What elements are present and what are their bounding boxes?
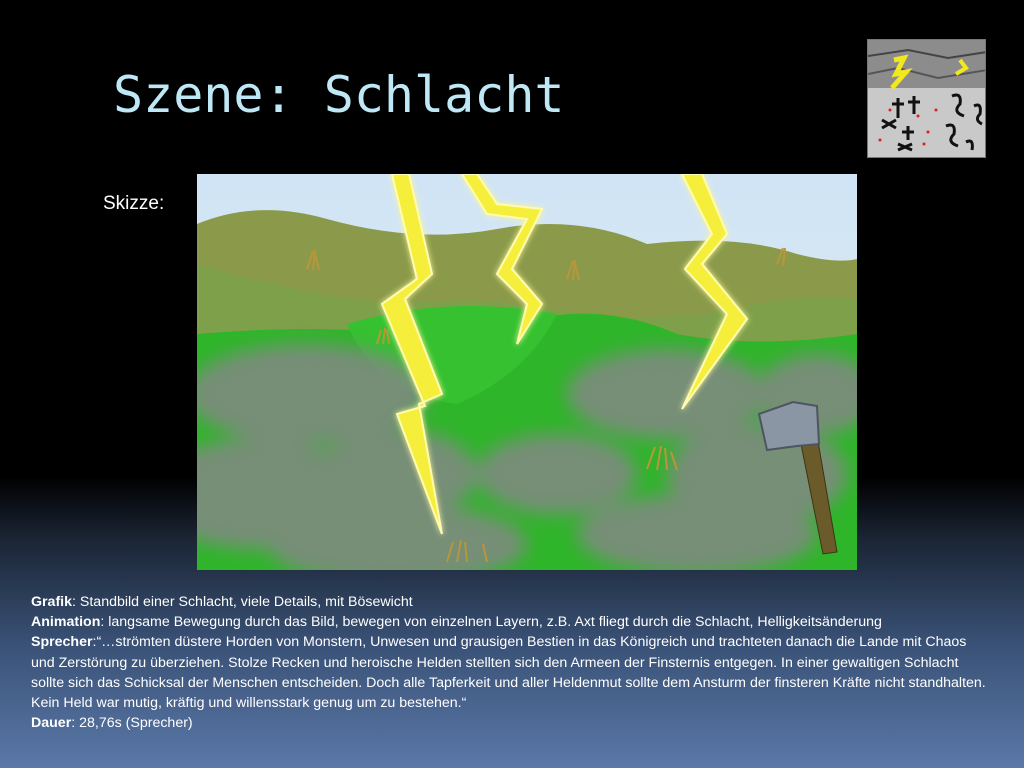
animation-label: Animation — [31, 614, 101, 631]
notes-grafik — [31, 592, 991, 612]
dauer-text: : 28,76s (Sprecher) — [71, 715, 193, 732]
sprecher-label: Sprecher — [31, 634, 93, 651]
grafik-text: : Standbild einer Schlacht, viele Details, mit Bösewicht — [72, 594, 413, 610]
battle-sketch-image — [197, 174, 857, 570]
notes-sprecher — [31, 632, 991, 713]
grafik-label: Grafik — [31, 594, 73, 610]
sketch-label: Skizze: — [103, 193, 165, 214]
notes-dauer — [31, 713, 991, 733]
sprecher-text: :“…strömten düstere Horden von Monstern, Unwesen und grausigen Bestien in das Königreich und trachteten danach die Lande mit Chaos und Zerstörung zu überziehen. Stolze Recken und heroische Helden stellten sich den Armeen der Finsternis entgegen. In einer gewaltigen Schlacht sollte sich das Schicksal der Menschen entscheiden. Doch alle Tapferkeit und aller Heldenmut sollte dem Ansturm der finsteren Kräfte nicht standhalten. Kein Held war mutig, kräftig und willensstark genug um zu bestehen.“ — [31, 634, 986, 712]
speaker-notes — [31, 592, 991, 733]
slide-title: Szene: Schlacht — [113, 66, 565, 124]
battle-thumbnail-icon — [867, 39, 986, 158]
animation-text: : langsame Bewegung durch das Bild, bewegen von einzelnen Layern, z.B. Axt fliegt durch die Schlacht, Helligkeitsänderung — [100, 614, 882, 631]
notes-animation — [31, 612, 991, 632]
dauer-label: Dauer — [31, 715, 72, 732]
